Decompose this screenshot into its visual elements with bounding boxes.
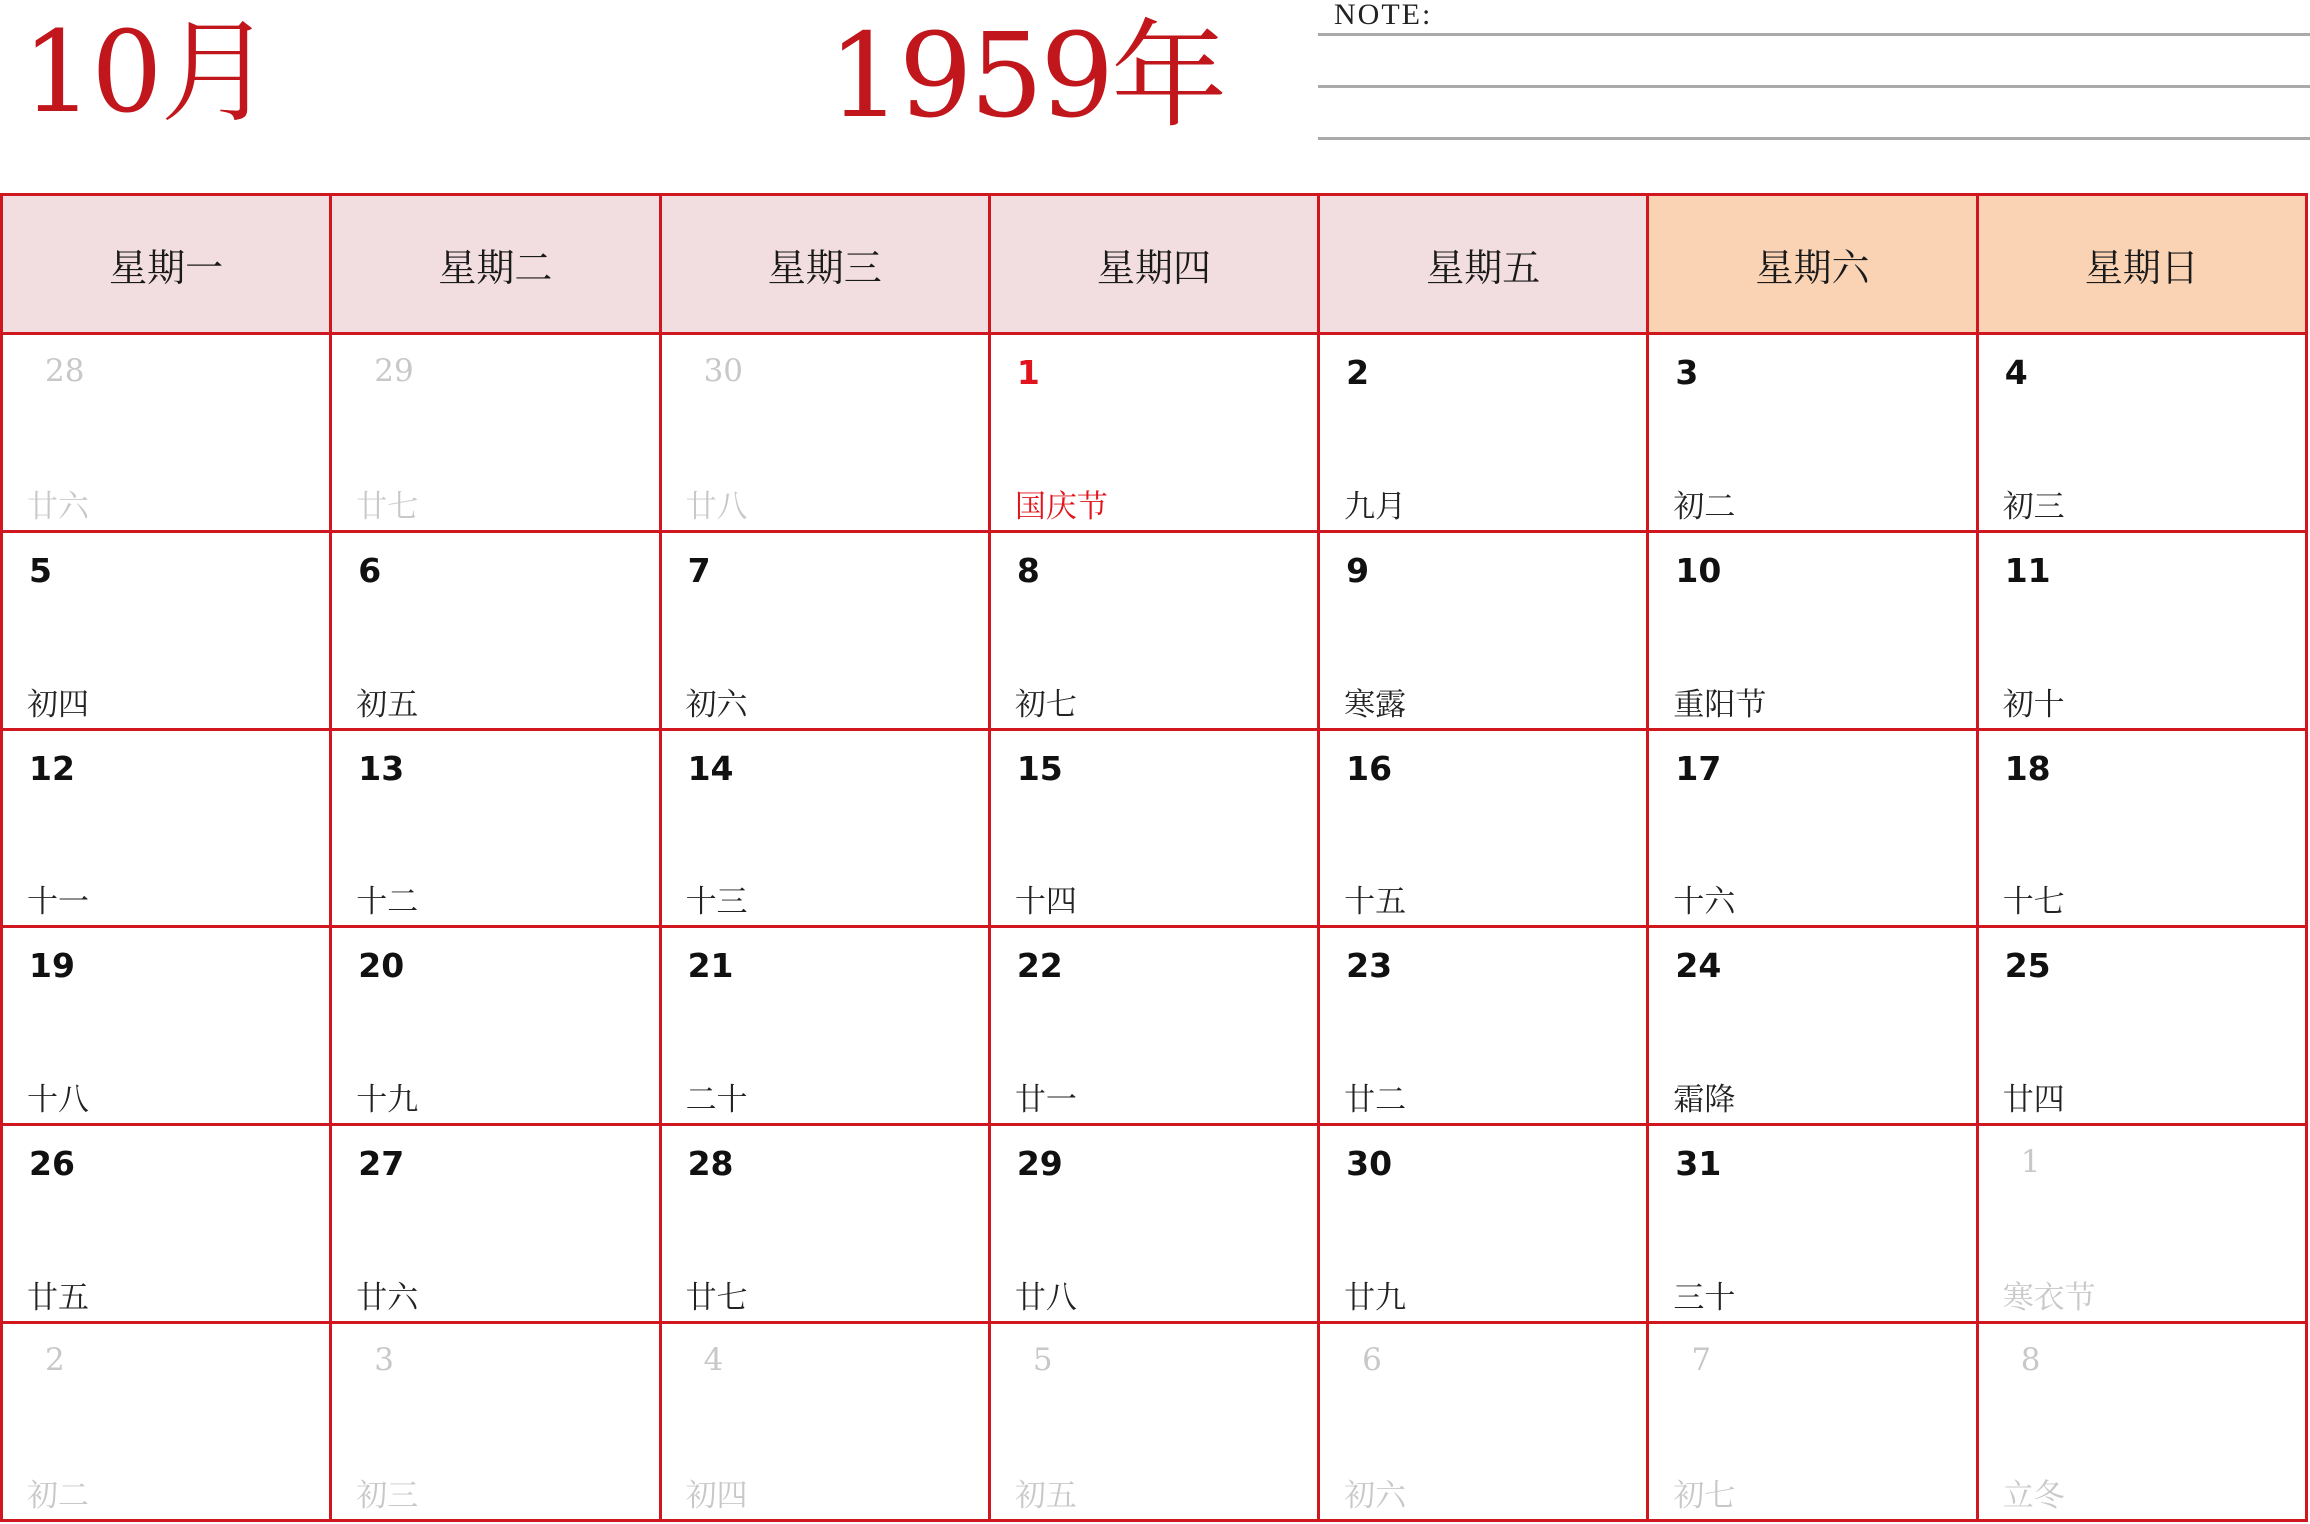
calendar-day-cell-adjacent-month[interactable] — [331, 334, 660, 532]
calendar-week-row — [2, 1323, 2307, 1521]
lunar-date-label: 初二 — [27, 1478, 89, 1514]
day-number: 28 — [45, 353, 85, 389]
day-number: 1 — [1016, 353, 1040, 392]
day-number: 5 — [29, 550, 52, 590]
calendar-day-cell[interactable] — [660, 1125, 989, 1323]
note-label: NOTE: — [1334, 0, 1433, 31]
calendar-day-cell[interactable] — [1648, 1125, 1977, 1323]
day-number: 7 — [1691, 1342, 1712, 1379]
note-line[interactable] — [1318, 33, 2310, 36]
day-number: 2 — [45, 1342, 65, 1379]
day-number: 12 — [29, 748, 75, 788]
lunar-date-label: 初二 — [1673, 488, 1736, 525]
calendar-day-cell[interactable] — [1319, 927, 1648, 1125]
day-number: 15 — [1016, 748, 1063, 788]
lunar-date-label: 初三 — [2002, 488, 2065, 525]
weekday-header: 星期五 — [1319, 195, 1648, 334]
calendar-day-cell[interactable] — [660, 531, 989, 729]
calendar-day-cell[interactable] — [989, 334, 1318, 532]
lunar-date-label: 初四 — [27, 686, 89, 723]
day-number: 18 — [2004, 748, 2051, 788]
lunar-date-label: 廿七 — [685, 1280, 748, 1317]
calendar-week-row — [2, 334, 2307, 532]
lunar-date-label: 九月 — [1344, 488, 1407, 525]
lunar-date-label: 十四 — [1014, 884, 1077, 921]
lunar-date-label: 廿七 — [356, 488, 419, 525]
calendar-day-cell[interactable] — [331, 927, 660, 1125]
calendar-grid — [0, 193, 2308, 1522]
lunar-date-label: 十六 — [1673, 884, 1736, 921]
calendar-day-cell-adjacent-month[interactable] — [2, 334, 331, 532]
calendar-day-cell[interactable] — [1977, 531, 2306, 729]
weekday-header-row — [2, 195, 2307, 334]
lunar-date-label: 初十 — [2002, 686, 2065, 723]
weekday-header: 星期日 — [1977, 195, 2306, 334]
day-number: 28 — [687, 1144, 734, 1184]
day-number: 23 — [1346, 946, 1393, 986]
lunar-date-label: 三十 — [1673, 1280, 1736, 1317]
day-number: 19 — [29, 946, 75, 986]
lunar-date-label: 霜降 — [1673, 1082, 1736, 1119]
lunar-date-label: 初四 — [685, 1478, 748, 1514]
calendar-day-cell[interactable] — [1319, 1125, 1648, 1323]
calendar-week-row — [2, 927, 2307, 1125]
calendar-day-cell[interactable] — [1977, 729, 2306, 927]
calendar-day-cell[interactable] — [989, 927, 1318, 1125]
calendar-day-cell[interactable] — [1648, 334, 1977, 532]
calendar-day-cell[interactable] — [2, 927, 331, 1125]
weekday-header: 星期六 — [1648, 195, 1977, 334]
day-number: 13 — [358, 748, 405, 788]
calendar-day-cell[interactable] — [660, 927, 989, 1125]
lunar-date-label: 廿二 — [1344, 1082, 1407, 1119]
day-number: 6 — [358, 550, 382, 590]
day-number: 3 — [1675, 353, 1699, 392]
month-title: 10月 — [22, 8, 271, 138]
weekday-header: 星期二 — [331, 195, 660, 334]
day-number: 29 — [374, 353, 414, 389]
day-number: 1 — [2020, 1144, 2041, 1181]
calendar-day-cell[interactable] — [989, 531, 1318, 729]
calendar-day-cell[interactable] — [1648, 729, 1977, 927]
day-number: 14 — [687, 748, 734, 788]
lunar-date-label: 寒衣节 — [2002, 1280, 2096, 1317]
lunar-date-label: 廿六 — [356, 1280, 419, 1317]
day-number: 6 — [1362, 1342, 1382, 1379]
lunar-date-label: 廿一 — [1014, 1082, 1077, 1119]
day-number: 17 — [1675, 748, 1722, 788]
day-number: 3 — [374, 1342, 395, 1379]
lunar-date-label: 初五 — [356, 686, 419, 723]
calendar-day-cell[interactable] — [1648, 531, 1977, 729]
calendar-day-cell-adjacent-month[interactable] — [1977, 1125, 2306, 1323]
day-number: 30 — [703, 353, 744, 389]
calendar-week-row — [2, 729, 2307, 927]
calendar-day-cell[interactable] — [1648, 927, 1977, 1125]
calendar-day-cell[interactable] — [989, 1125, 1318, 1323]
day-number: 21 — [687, 946, 734, 986]
lunar-date-label: 十二 — [356, 884, 419, 921]
calendar-day-cell[interactable] — [989, 729, 1318, 927]
lunar-date-label: 廿八 — [1014, 1280, 1077, 1317]
lunar-date-label: 初三 — [356, 1478, 419, 1514]
calendar-day-cell[interactable] — [1977, 927, 2306, 1125]
calendar-day-cell-adjacent-month[interactable] — [989, 1323, 1318, 1521]
day-number: 4 — [2004, 353, 2028, 392]
lunar-date-label: 初七 — [1673, 1478, 1736, 1514]
lunar-date-label: 十九 — [356, 1082, 419, 1119]
lunar-date-label: 立冬 — [2002, 1478, 2065, 1514]
lunar-date-label: 十三 — [685, 884, 748, 921]
weekday-header: 星期三 — [660, 195, 989, 334]
lunar-date-label: 二十 — [685, 1082, 748, 1119]
calendar-day-cell-adjacent-month[interactable] — [1648, 1323, 1977, 1521]
day-number: 27 — [358, 1144, 405, 1184]
calendar-day-cell-adjacent-month[interactable] — [1319, 1323, 1648, 1521]
calendar-day-cell[interactable] — [331, 1125, 660, 1323]
calendar-day-cell[interactable] — [1319, 334, 1648, 532]
day-number: 20 — [358, 946, 405, 986]
calendar-day-cell[interactable] — [2, 1125, 331, 1323]
lunar-date-label: 初六 — [1344, 1478, 1407, 1514]
calendar-day-cell-adjacent-month[interactable] — [1977, 1323, 2306, 1521]
weekday-header: 星期一 — [2, 195, 331, 334]
day-number: 22 — [1016, 946, 1063, 986]
note-line[interactable] — [1318, 85, 2310, 88]
calendar-day-cell[interactable] — [331, 729, 660, 927]
lunar-date-label: 廿五 — [27, 1280, 89, 1317]
day-number: 26 — [29, 1144, 75, 1184]
day-number: 2 — [1346, 353, 1370, 392]
day-number: 10 — [1675, 550, 1722, 590]
day-number: 8 — [2020, 1342, 2041, 1379]
calendar-day-cell[interactable] — [2, 729, 331, 927]
lunar-date-label: 十七 — [2002, 884, 2065, 921]
calendar-week-row — [2, 1125, 2307, 1323]
day-number: 7 — [687, 550, 711, 590]
lunar-date-label: 国庆节 — [1014, 488, 1108, 525]
note-line[interactable] — [1318, 137, 2310, 140]
day-number: 29 — [1016, 1144, 1063, 1184]
lunar-date-label: 重阳节 — [1673, 686, 1767, 723]
lunar-date-label: 初六 — [685, 686, 748, 723]
lunar-date-label: 初五 — [1014, 1478, 1077, 1514]
day-number: 4 — [703, 1342, 724, 1379]
lunar-date-label: 廿四 — [2002, 1082, 2065, 1119]
calendar-day-cell[interactable] — [1977, 334, 2306, 532]
day-number: 24 — [1675, 946, 1722, 986]
calendar-day-cell-adjacent-month[interactable] — [2, 1323, 331, 1521]
weekday-header: 星期四 — [989, 195, 1318, 334]
day-number: 9 — [1346, 550, 1370, 590]
calendar-week-row — [2, 531, 2307, 729]
day-number: 5 — [1032, 1342, 1053, 1379]
calendar-day-cell[interactable] — [2, 531, 331, 729]
lunar-date-label: 初七 — [1014, 686, 1077, 723]
calendar-day-cell[interactable] — [1319, 531, 1648, 729]
day-number: 31 — [1675, 1144, 1722, 1184]
lunar-date-label: 十一 — [27, 884, 89, 921]
lunar-date-label: 廿九 — [1344, 1280, 1407, 1317]
calendar-day-cell-adjacent-month[interactable] — [660, 334, 989, 532]
lunar-date-label: 寒露 — [1344, 686, 1407, 723]
calendar-body — [2, 334, 2307, 1521]
calendar-day-cell[interactable] — [331, 531, 660, 729]
lunar-date-label: 廿六 — [27, 488, 89, 525]
year-title: 1959年 — [828, 9, 1225, 144]
day-number: 30 — [1346, 1144, 1393, 1184]
day-number: 8 — [1016, 550, 1040, 590]
calendar-day-cell[interactable] — [660, 729, 989, 927]
day-number: 11 — [2004, 550, 2051, 590]
lunar-date-label: 十八 — [27, 1082, 89, 1119]
day-number: 25 — [2004, 946, 2051, 986]
lunar-date-label: 十五 — [1344, 884, 1407, 921]
day-number: 16 — [1346, 748, 1393, 788]
calendar-day-cell-adjacent-month[interactable] — [331, 1323, 660, 1521]
calendar-day-cell[interactable] — [1319, 729, 1648, 927]
calendar-day-cell-adjacent-month[interactable] — [660, 1323, 989, 1521]
lunar-date-label: 廿八 — [685, 488, 748, 525]
